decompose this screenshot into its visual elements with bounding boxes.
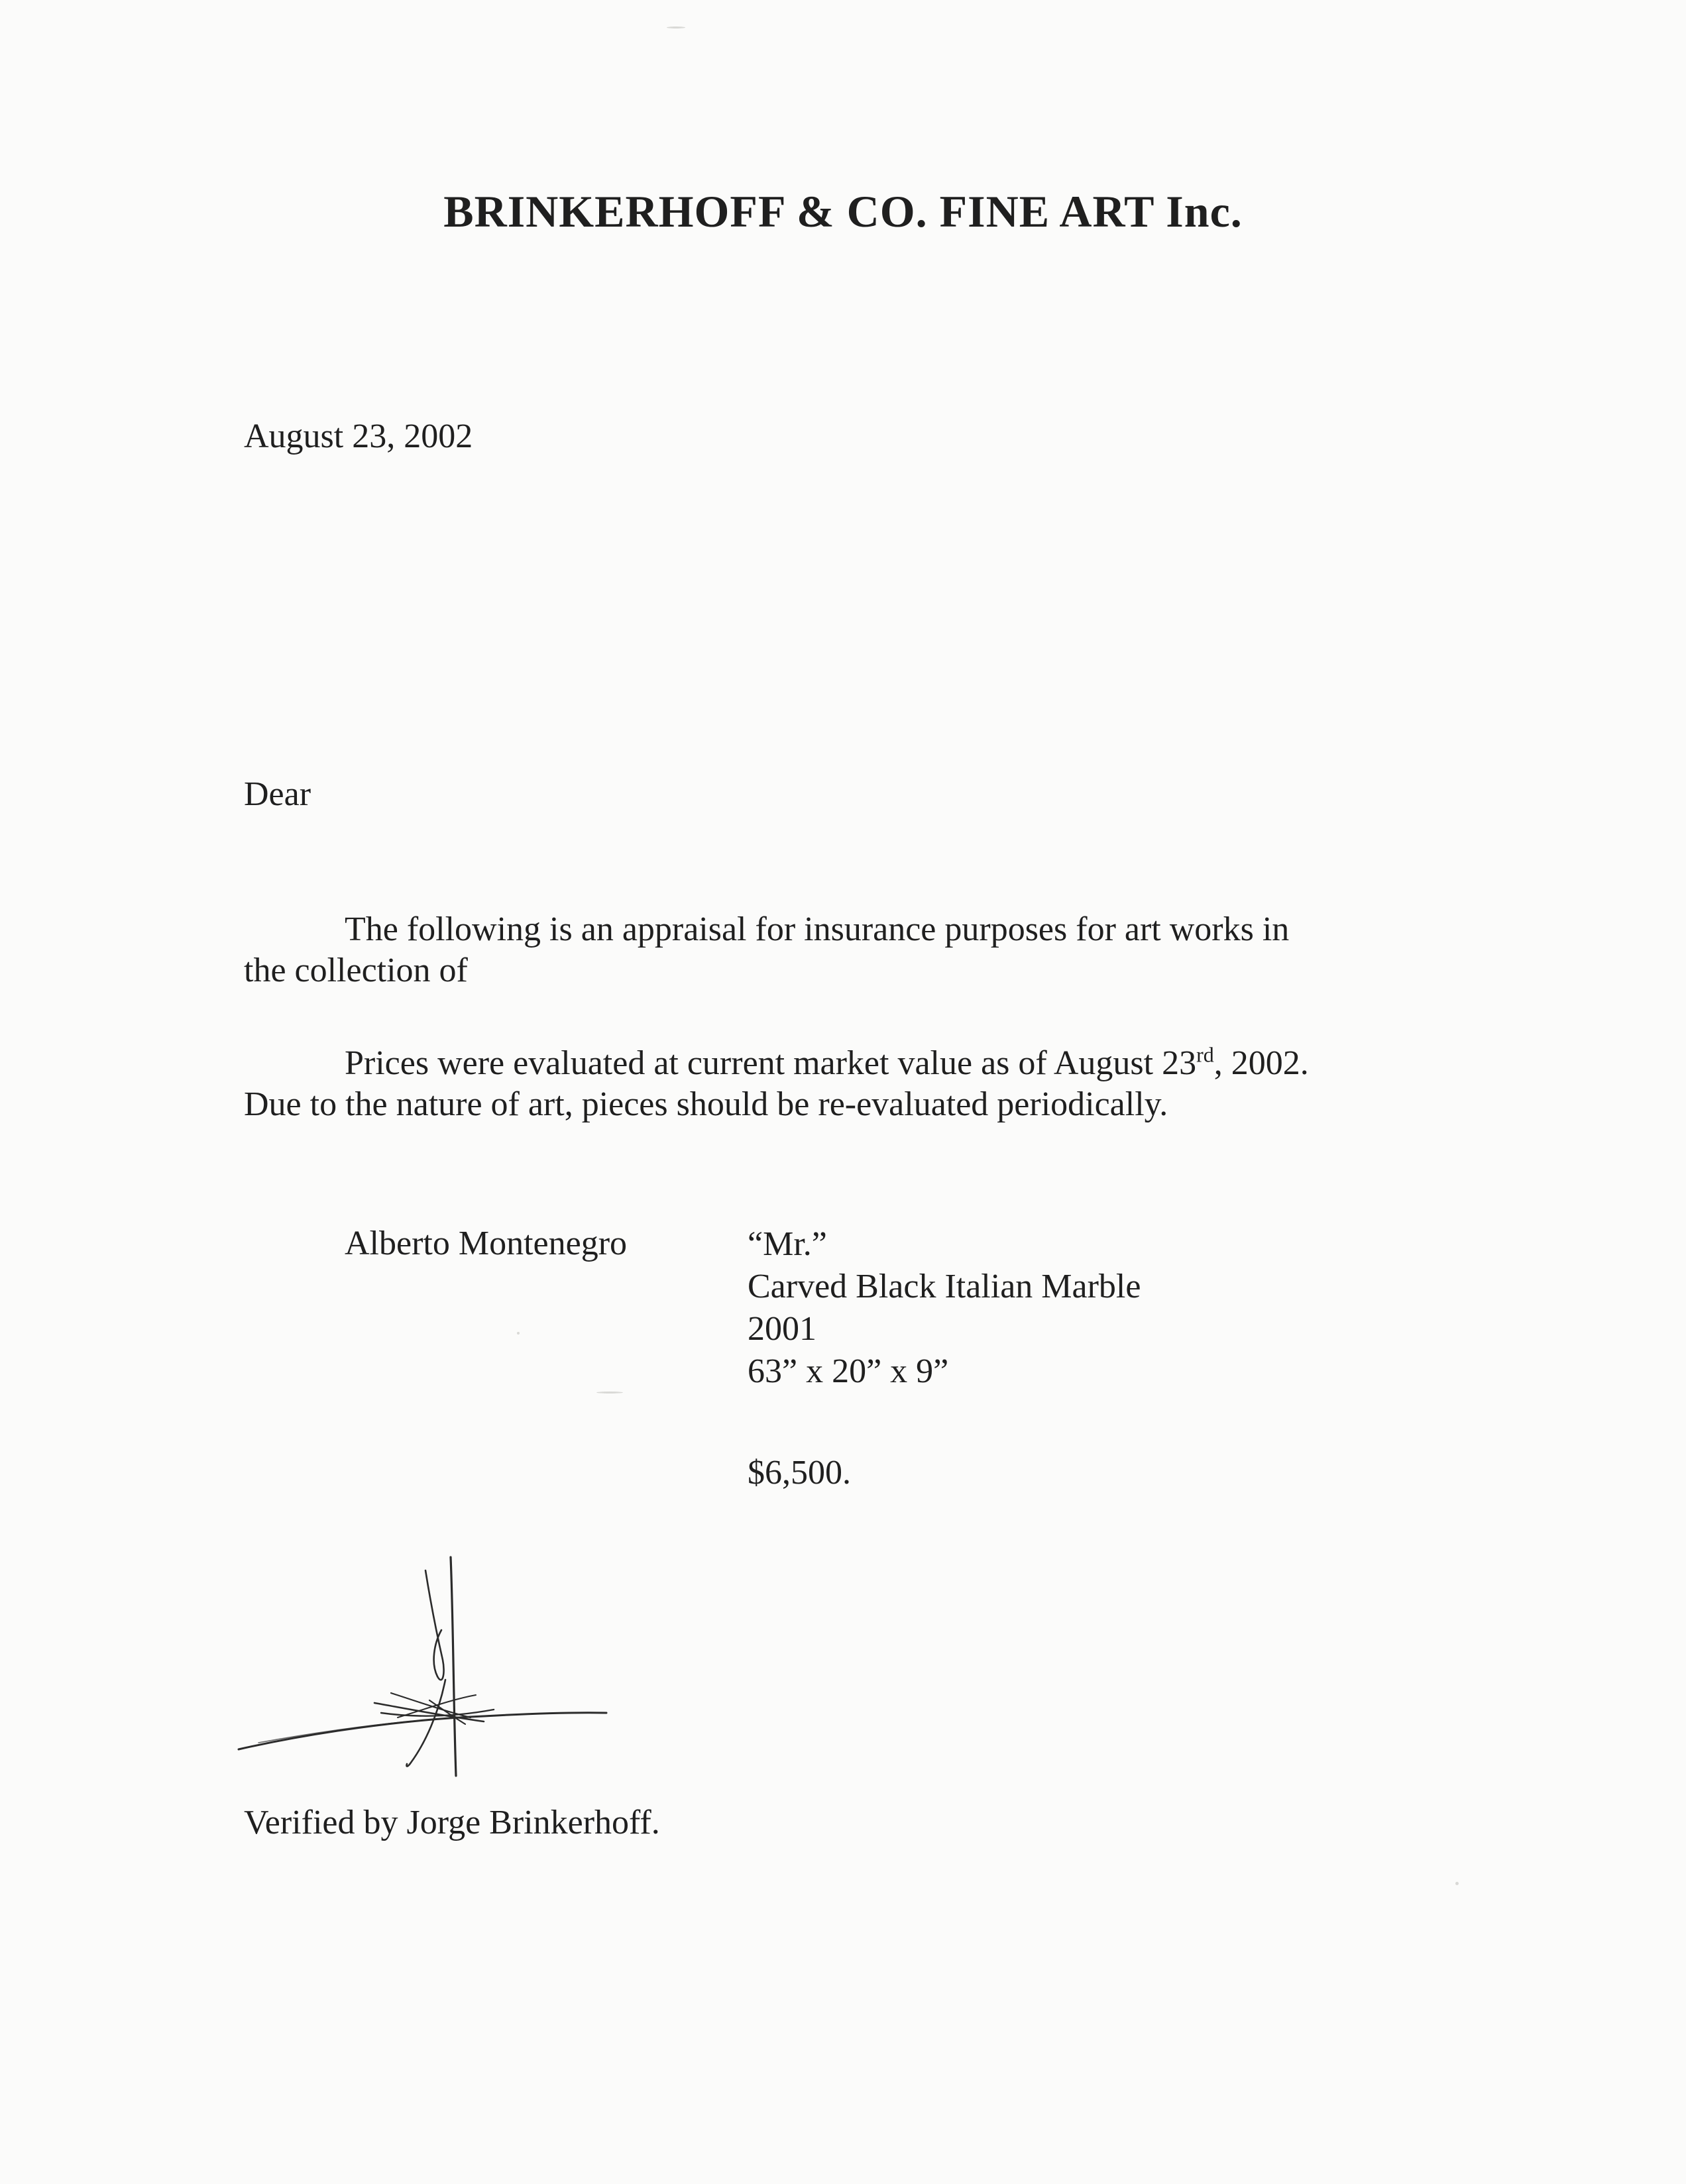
scan-speck — [596, 1392, 623, 1393]
paragraph-valuation-note — [244, 1043, 1309, 1126]
artwork-year: 2001 — [748, 1310, 816, 1348]
paragraph-2-line-2: Due to the nature of art, pieces should be re-evaluated periodically. — [244, 1085, 1168, 1124]
paragraph-appraisal-purpose — [244, 909, 1289, 992]
verified-by: Verified by Jorge Brinkerhoff. — [244, 1804, 660, 1841]
artwork-price: $6,500. — [748, 1454, 851, 1492]
letter-date: August 23, 2002 — [244, 417, 473, 455]
artwork-dimensions: 63” x 20” x 9” — [748, 1352, 949, 1390]
paragraph-2-line-1-year: , 2002. — [1213, 1044, 1309, 1082]
artwork-details — [748, 1223, 1141, 1393]
paragraph-1-line-1: The following is an appraisal for insurance purposes for art works in — [345, 910, 1290, 948]
artist-name: Alberto Montenegro — [345, 1225, 628, 1262]
scan-speck — [1455, 1882, 1459, 1885]
scan-speck — [667, 27, 685, 28]
salutation: Dear — [244, 775, 311, 813]
paragraph-1-line-2: the collection of — [244, 952, 468, 990]
signature-icon — [232, 1544, 616, 1796]
scan-speck — [517, 1332, 520, 1335]
ordinal-superscript: rd — [1196, 1042, 1214, 1067]
artwork-title: “Mr.” — [748, 1225, 827, 1263]
paragraph-2-line-1 — [244, 1043, 1309, 1084]
paragraph-2-line-1-text: Prices were evaluated at current market value as of August 23 — [345, 1044, 1197, 1082]
artwork-medium: Carved Black Italian Marble — [748, 1268, 1141, 1305]
letterhead: BRINKERHOFF & CO. FINE ART Inc. — [443, 186, 1243, 237]
